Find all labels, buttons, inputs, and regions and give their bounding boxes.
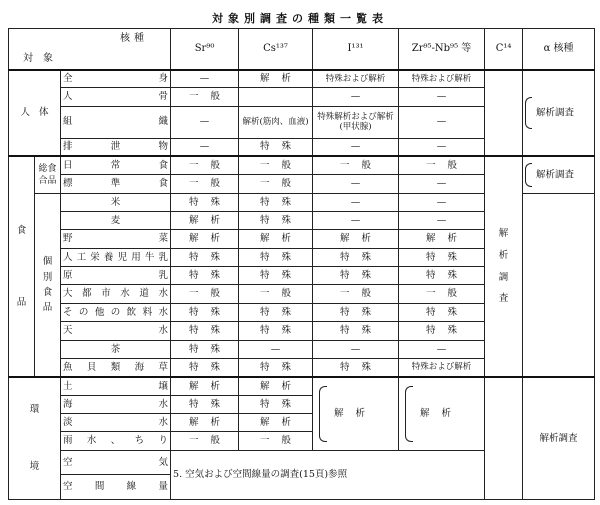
item-label: 空間線量 — [61, 475, 171, 500]
item-label: 大都市水道水 — [61, 285, 171, 303]
cell-sr: — — [171, 106, 239, 138]
cell-sr: 解析 — [171, 230, 239, 248]
cell-i: 一般 — [313, 285, 399, 303]
cell-cs: 解析 — [239, 70, 313, 88]
item-label: 人骨 — [61, 88, 171, 106]
cell-sr: 特殊 — [171, 340, 239, 358]
cell-zr: 特殊 — [399, 303, 485, 321]
item-label: 排泄物 — [61, 138, 171, 156]
cell-alpha-jintai: 解析調査 — [523, 70, 595, 157]
item-label: 魚貝類海草 — [61, 358, 171, 376]
cell-i: 特殊 — [313, 267, 399, 285]
cell-i: — — [313, 193, 399, 211]
cell-cs: 一般 — [239, 432, 313, 450]
header-i: I¹³¹ — [313, 29, 399, 70]
cell-sr: 特殊 — [171, 193, 239, 211]
cell-sr: 一般 — [171, 432, 239, 450]
subcategory-kobetsu: 個 別 食 品 — [35, 193, 61, 377]
header-row — [9, 29, 595, 70]
item-label: 雨水、ちり — [61, 432, 171, 450]
cell-i: — — [313, 175, 399, 193]
item-label: 淡水 — [61, 413, 171, 431]
cell-cs: 特殊 — [239, 322, 313, 340]
cell-cs: 一般 — [239, 175, 313, 193]
cell-cs: 解析 — [239, 377, 313, 395]
item-label: 麦 — [61, 212, 171, 230]
cell-sr: — — [171, 138, 239, 156]
header-alpha: α 核種 — [523, 29, 595, 70]
cell-zr: — — [399, 193, 485, 211]
header-nuclide: 核種 — [120, 33, 149, 44]
cell-zr: 特殊 — [399, 248, 485, 266]
cell-cs: 特殊 — [239, 395, 313, 413]
item-label: 空気 — [61, 450, 171, 474]
cell-i: 解析 — [313, 230, 399, 248]
cell-zr: 特殊 — [399, 267, 485, 285]
cell-sr: 特殊 — [171, 303, 239, 321]
cell-sr: 特殊 — [171, 322, 239, 340]
cell-sr: 一般 — [171, 156, 239, 174]
item-label: 原乳 — [61, 267, 171, 285]
cell-c-jintai — [485, 70, 523, 157]
cell-sr: 解析 — [171, 212, 239, 230]
item-label: その他の飲料水 — [61, 303, 171, 321]
table-row — [9, 70, 595, 88]
item-label: 日常食 — [61, 156, 171, 174]
cell-i: — — [313, 340, 399, 358]
cell-i: 一般 — [313, 156, 399, 174]
item-label: 標準食 — [61, 175, 171, 193]
cell-zr: — — [399, 88, 485, 106]
item-label: 茶 — [61, 340, 171, 358]
cell-zr: — — [399, 175, 485, 193]
cell-zr: — — [399, 340, 485, 358]
cell-alpha-kobetsu — [523, 193, 595, 377]
subcategory-sogo: 総食 合品 — [35, 156, 61, 193]
cell-sr: 一般 — [171, 175, 239, 193]
page-title: 対象別調査の種類一覧表 — [212, 12, 388, 25]
air-survey-note: 5. 空気および空間線量の調査(15頁)参照 — [171, 450, 485, 499]
header-sr: Sr⁹⁰ — [171, 29, 239, 70]
cell-cs: 特殊 — [239, 267, 313, 285]
cell-sr: 一般 — [171, 88, 239, 106]
item-label: 人工栄養児用牛乳 — [61, 248, 171, 266]
survey-table — [8, 28, 595, 500]
cell-zr: 一般 — [399, 156, 485, 174]
cell-sr: — — [171, 70, 239, 88]
cell-i: 特殊 — [313, 248, 399, 266]
item-label: 天水 — [61, 322, 171, 340]
cell-c-env — [485, 377, 523, 500]
cell-zr: — — [399, 138, 485, 156]
cell-i: — — [313, 88, 399, 106]
category-jintai: 人 体 — [9, 70, 61, 157]
cell-i: 特殊 — [313, 322, 399, 340]
cell-zr: 一般 — [399, 285, 485, 303]
cell-cs: 特殊 — [239, 303, 313, 321]
cell-cs: 特殊 — [239, 248, 313, 266]
item-label: 全身 — [61, 70, 171, 88]
header-target: 対象 — [23, 52, 63, 64]
cell-zr: 特殊 — [399, 322, 485, 340]
item-label: 海水 — [61, 395, 171, 413]
item-label: 組織 — [61, 106, 171, 138]
cell-zr-env: 解析 — [399, 377, 485, 450]
brace-mark — [525, 163, 532, 187]
cell-i-env: 解析 — [313, 377, 399, 450]
header-cs: Cs¹³⁷ — [239, 29, 313, 70]
cell-zr: 特殊および解析 — [399, 70, 485, 88]
cell-i: 特殊および解析 — [313, 70, 399, 88]
cell-sr: 特殊 — [171, 267, 239, 285]
cell-cs: 特殊 — [239, 358, 313, 376]
header-corner — [9, 29, 171, 70]
cell-i: — — [313, 212, 399, 230]
cell-sr: 解析 — [171, 413, 239, 431]
cell-cs: 特殊 — [239, 193, 313, 211]
cell-cs: 一般 — [239, 285, 313, 303]
cell-alpha-env: 解析調査 — [523, 377, 595, 500]
cell-sr: 特殊 — [171, 248, 239, 266]
cell-zr: — — [399, 212, 485, 230]
category-food: 食 品 — [9, 156, 35, 376]
table-row — [9, 156, 595, 174]
cell-zr: 解析 — [399, 230, 485, 248]
cell-i: 特殊 — [313, 358, 399, 376]
cell-cs: 特殊 — [239, 212, 313, 230]
cell-sr: 解析 — [171, 377, 239, 395]
cell-zr: 特殊および解析 — [399, 358, 485, 376]
brace-mark — [525, 97, 532, 129]
item-label: 土壌 — [61, 377, 171, 395]
cell-i: 特殊 — [313, 303, 399, 321]
header-zr: Zr⁹⁵-Nb⁹⁵ 等 — [399, 29, 485, 70]
cell-cs — [239, 88, 313, 106]
category-env: 環 境 — [9, 377, 61, 500]
table-row — [9, 377, 595, 395]
cell-cs: 解析 — [239, 230, 313, 248]
cell-sr: 特殊 — [171, 358, 239, 376]
cell-sr: 一般 — [171, 285, 239, 303]
item-label: 米 — [61, 193, 171, 211]
cell-cs: — — [239, 340, 313, 358]
cell-alpha-sogo: 解析調査 — [523, 156, 595, 193]
cell-i: 特殊解析および解析(甲状腺) — [313, 106, 399, 138]
cell-cs: 特殊 — [239, 138, 313, 156]
cell-cs: 解析 — [239, 413, 313, 431]
cell-sr: 特殊 — [171, 395, 239, 413]
item-label: 野菜 — [61, 230, 171, 248]
cell-c-food: 解 析 調 査 — [485, 156, 523, 376]
cell-i: — — [313, 138, 399, 156]
cell-cs: 一般 — [239, 156, 313, 174]
cell-cs: 解析(筋肉、血液) — [239, 106, 313, 138]
header-c: C¹⁴ — [485, 29, 523, 70]
cell-zr: — — [399, 106, 485, 138]
